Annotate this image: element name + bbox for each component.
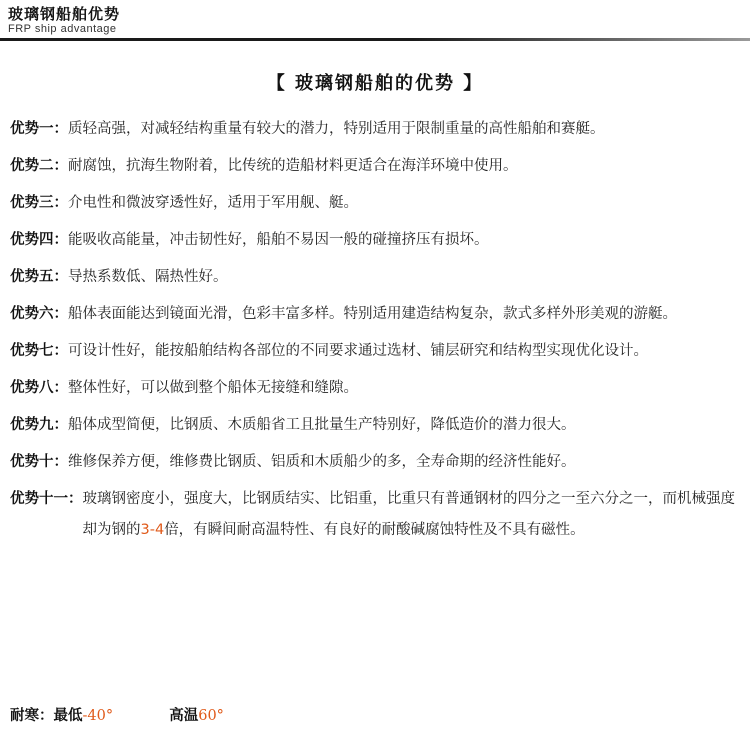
advantage-item-5 bbox=[10, 262, 745, 293]
advantage-item-1 bbox=[10, 114, 745, 145]
advantage-label: 优势六： bbox=[10, 306, 68, 322]
advantage-text bbox=[83, 484, 746, 546]
heat-value: 60° bbox=[198, 708, 224, 724]
highlight-value: 3-4 bbox=[140, 522, 165, 538]
advantage-item-11 bbox=[10, 484, 745, 546]
advantage-text: 能吸收高能量，冲击韧性好，船舶不易因一般的碰撞挤压有损坏。 bbox=[68, 232, 489, 248]
advantage-text: 可设计性好，能按船舶结构各部位的不同要求通过选材、铺层研究和结构型实现优化设计。 bbox=[68, 343, 648, 359]
header-title: 玻璃钢船舶优势 bbox=[8, 5, 121, 23]
advantage-text: 船体表面能达到镜面光滑，色彩丰富多样。特别适用建造结构复杂，款式多样外形美观的游艇。 bbox=[68, 306, 677, 322]
advantage-list bbox=[10, 114, 745, 552]
advantage-label: 优势七： bbox=[10, 343, 68, 359]
advantage-label: 优势四： bbox=[10, 232, 68, 248]
advantage-text: 导热系数低、隔热性好。 bbox=[68, 269, 228, 285]
cold-label: 耐寒：最低 bbox=[10, 708, 83, 724]
advantage-label: 优势五： bbox=[10, 269, 68, 285]
advantage-item-4 bbox=[10, 225, 745, 256]
advantage-label: 优势十： bbox=[10, 454, 68, 470]
advantage-text-before: 玻璃钢密度小，强度大，比钢质结实、比铝重，比重只有普通钢材的四分之一至六分之一，而机械强度却为钢的 bbox=[82, 491, 735, 538]
advantage-item-9 bbox=[10, 410, 745, 441]
advantage-text: 耐腐蚀，抗海生物附着，比传统的造船材料更适合在海洋环境中使用。 bbox=[68, 158, 518, 174]
header-divider bbox=[0, 38, 750, 41]
advantage-text: 整体性好，可以做到整个船体无接缝和缝隙。 bbox=[68, 380, 358, 396]
advantage-label: 优势二： bbox=[10, 158, 68, 174]
advantage-label: 优势八： bbox=[10, 380, 68, 396]
advantage-label: 优势三： bbox=[10, 195, 68, 211]
advantage-label: 优势九： bbox=[10, 417, 68, 433]
advantage-text: 质轻高强，对减轻结构重量有较大的潜力，特别适用于限制重量的高性船舶和赛艇。 bbox=[68, 121, 605, 137]
advantage-item-6 bbox=[10, 299, 745, 330]
advantage-item-10 bbox=[10, 447, 745, 478]
header-subtitle: FRP ship advantage bbox=[8, 23, 117, 35]
temperature-footer bbox=[10, 704, 224, 725]
advantage-item-8 bbox=[10, 373, 745, 404]
advantage-item-3 bbox=[10, 188, 745, 219]
advantage-text: 船体成型简便，比钢质、木质船省工且批量生产特别好，降低造价的潜力很大。 bbox=[68, 417, 576, 433]
header bbox=[0, 0, 750, 40]
advantage-label: 优势一： bbox=[10, 121, 68, 137]
advantage-text-after: 倍，有瞬间耐高温特性、有良好的耐酸碱腐蚀特性及不具有磁性。 bbox=[164, 522, 585, 538]
advantage-item-7 bbox=[10, 336, 745, 367]
advantage-label: 优势十一： bbox=[10, 491, 83, 507]
advantage-item-2 bbox=[10, 151, 745, 182]
cold-value: -40° bbox=[82, 708, 114, 724]
advantage-text: 介电性和微波穿透性好，适用于军用舰、艇。 bbox=[68, 195, 358, 211]
heat-label: 高温 bbox=[169, 708, 199, 724]
main-title: 【 玻璃钢船舶的优势 】 bbox=[266, 73, 484, 94]
advantage-text: 维修保养方便，维修费比钢质、铝质和木质船少的多，全寿命期的经济性能好。 bbox=[68, 454, 576, 470]
